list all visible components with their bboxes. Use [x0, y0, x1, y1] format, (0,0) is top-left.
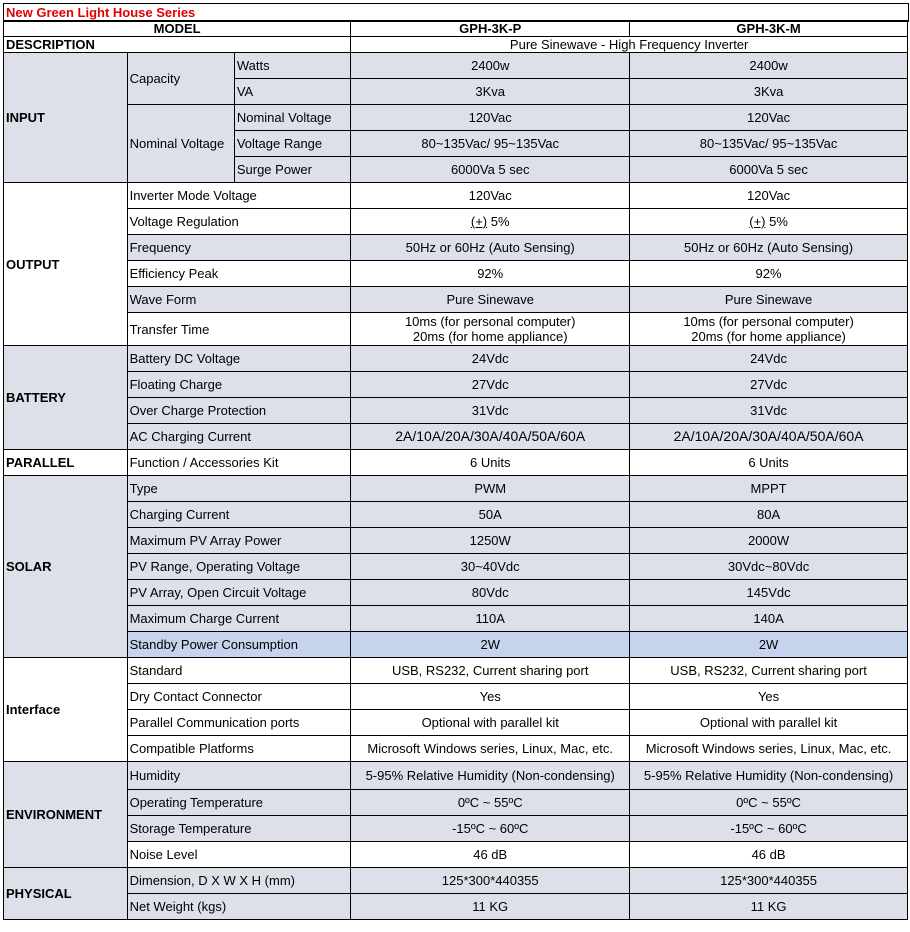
value-p: USB, RS232, Current sharing port [351, 658, 630, 684]
value-m: 125*300*440355 [630, 868, 908, 894]
table-row [4, 287, 908, 313]
value-p: Optional with parallel kit [351, 710, 630, 736]
row-label: Net Weight (kgs) [127, 894, 351, 920]
description-value: Pure Sinewave - High Frequency Inverter [351, 37, 908, 53]
row-label: Frequency [127, 235, 351, 261]
group-solar: SOLAR [4, 476, 128, 658]
value-m: 140A [630, 606, 908, 632]
value-p: 50Hz or 60Hz (Auto Sensing) [351, 235, 630, 261]
table-row [4, 476, 908, 502]
table-row [4, 372, 908, 398]
transfer-line-1: 10ms (for personal computer) [683, 314, 854, 329]
group-physical: PHYSICAL [4, 868, 128, 920]
value-m: 46 dB [630, 842, 908, 868]
table-row [4, 554, 908, 580]
table-row [4, 502, 908, 528]
row-label: Battery DC Voltage [127, 346, 351, 372]
row-label: Dimension, D X W X H (mm) [127, 868, 351, 894]
series-title: New Green Light House Series [6, 5, 196, 20]
spec-table [3, 20, 908, 920]
row-label: Floating Charge [127, 372, 351, 398]
value-p: Microsoft Windows series, Linux, Mac, etc. [351, 736, 630, 762]
row-label: Operating Temperature [127, 790, 351, 816]
row-label: PV Array, Open Circuit Voltage [127, 580, 351, 606]
row-label: Function / Accessories Kit [127, 450, 351, 476]
table-row [4, 424, 908, 450]
value-m: Optional with parallel kit [630, 710, 908, 736]
row-label: Standard [127, 658, 351, 684]
value-p: 3Kva [351, 79, 630, 105]
model-p: GPH-3K-P [351, 21, 630, 37]
model-m: GPH-3K-M [630, 21, 908, 37]
table-row [4, 235, 908, 261]
table-row [4, 684, 908, 710]
transfer-line-2: 20ms (for home appliance) [691, 329, 846, 344]
value-p: 6000Va 5 sec [351, 157, 630, 183]
value-p: 6 Units [351, 450, 630, 476]
value-p: 120Vac [351, 183, 630, 209]
row-label: Storage Temperature [127, 816, 351, 842]
value-p: -15ºC ~ 60ºC [351, 816, 630, 842]
value-p: Pure Sinewave [351, 287, 630, 313]
table-row [4, 762, 908, 790]
value-m: 80~135Vac/ 95~135Vac [630, 131, 908, 157]
value-m: 3Kva [630, 79, 908, 105]
value-m: Yes [630, 684, 908, 710]
row-label: Wave Form [127, 287, 351, 313]
table-row [4, 209, 908, 235]
value-p: 31Vdc [351, 398, 630, 424]
value-p: 46 dB [351, 842, 630, 868]
plus-minus-symbol: (+) [470, 214, 488, 229]
row-label: Voltage Range [234, 131, 350, 157]
value-p: 2W [351, 632, 630, 658]
value-p: 1250W [351, 528, 630, 554]
value-m: 2W [630, 632, 908, 658]
table-row [4, 346, 908, 372]
row-label: Efficiency Peak [127, 261, 351, 287]
value-m: 27Vdc [630, 372, 908, 398]
capacity-label: Capacity [127, 53, 234, 105]
value-m: 0ºC ~ 55ºC [630, 790, 908, 816]
value-m: 80A [630, 502, 908, 528]
row-label: Inverter Mode Voltage [127, 183, 351, 209]
value-m: 120Vac [630, 183, 908, 209]
row-label: Humidity [127, 762, 351, 790]
group-parallel: PARALLEL [4, 450, 128, 476]
value-p: 0ºC ~ 55ºC [351, 790, 630, 816]
row-label: Surge Power [234, 157, 350, 183]
group-environment: ENVIRONMENT [4, 762, 128, 868]
row-label: Compatible Platforms [127, 736, 351, 762]
plus-minus-symbol: (+) [749, 214, 766, 229]
value-m: -15ºC ~ 60ºC [630, 816, 908, 842]
table-row [4, 528, 908, 554]
value-p [351, 209, 630, 235]
table-row [4, 842, 908, 868]
row-label: AC Charging Current [127, 424, 351, 450]
table-row [4, 313, 908, 346]
table-row [4, 894, 908, 920]
row-label: Maximum PV Array Power [127, 528, 351, 554]
row-label: VA [234, 79, 350, 105]
row-label: Over Charge Protection [127, 398, 351, 424]
value-p: 11 KG [351, 894, 630, 920]
value-m: 92% [630, 261, 908, 287]
transfer-line-1: 10ms (for personal computer) [404, 314, 576, 329]
value-p: 80~135Vac/ 95~135Vac [351, 131, 630, 157]
regulation-value: 5% [765, 214, 788, 229]
header-row [4, 21, 908, 37]
row-label: Dry Contact Connector [127, 684, 351, 710]
value-m: 24Vdc [630, 346, 908, 372]
table-row [4, 632, 908, 658]
value-p: 80Vdc [351, 580, 630, 606]
group-input: INPUT [4, 53, 128, 183]
table-row [4, 580, 908, 606]
row-label: PV Range, Operating Voltage [127, 554, 351, 580]
value-m: Microsoft Windows series, Linux, Mac, etc. [630, 736, 908, 762]
table-row [4, 183, 908, 209]
description-row [4, 37, 908, 53]
value-p [351, 313, 630, 346]
value-p: 24Vdc [351, 346, 630, 372]
value-m: 6000Va 5 sec [630, 157, 908, 183]
table-row [4, 736, 908, 762]
table-row [4, 658, 908, 684]
table-row [4, 261, 908, 287]
value-p: Yes [351, 684, 630, 710]
row-label: Transfer Time [127, 313, 351, 346]
row-label: Watts [234, 53, 350, 79]
row-label: Parallel Communication ports [127, 710, 351, 736]
value-m: USB, RS232, Current sharing port [630, 658, 908, 684]
value-m: 2000W [630, 528, 908, 554]
table-row [4, 398, 908, 424]
value-p: 5-95% Relative Humidity (Non-condensing) [351, 762, 630, 790]
group-battery: BATTERY [4, 346, 128, 450]
value-m [630, 313, 908, 346]
value-m: Pure Sinewave [630, 287, 908, 313]
row-label: Voltage Regulation [127, 209, 351, 235]
value-m: 6 Units [630, 450, 908, 476]
value-p: 2400w [351, 53, 630, 79]
value-m: 120Vac [630, 105, 908, 131]
row-label: Maximum Charge Current [127, 606, 351, 632]
group-output: OUTPUT [4, 183, 128, 346]
value-p: 30~40Vdc [351, 554, 630, 580]
value-m: 5-95% Relative Humidity (Non-condensing) [630, 762, 908, 790]
table-row [4, 53, 908, 79]
value-p: 125*300*440355 [351, 868, 630, 894]
value-m: 50Hz or 60Hz (Auto Sensing) [630, 235, 908, 261]
value-m: 2400w [630, 53, 908, 79]
row-label: Noise Level [127, 842, 351, 868]
value-m: 145Vdc [630, 580, 908, 606]
value-p: 27Vdc [351, 372, 630, 398]
table-row [4, 105, 908, 131]
row-label: Nominal Voltage [234, 105, 350, 131]
description-label: DESCRIPTION [4, 37, 351, 53]
value-p: 50A [351, 502, 630, 528]
row-label: Type [127, 476, 351, 502]
value-m: MPPT [630, 476, 908, 502]
table-row [4, 450, 908, 476]
group-interface: Interface [4, 658, 128, 762]
row-label: Standby Power Consumption [127, 632, 351, 658]
value-p: 92% [351, 261, 630, 287]
table-row [4, 816, 908, 842]
table-row [4, 710, 908, 736]
value-m: 11 KG [630, 894, 908, 920]
table-row [4, 606, 908, 632]
regulation-value: 5% [487, 214, 510, 229]
value-m: 31Vdc [630, 398, 908, 424]
value-p: 120Vac [351, 105, 630, 131]
model-label: MODEL [4, 21, 351, 37]
transfer-line-2: 20ms (for home appliance) [412, 329, 568, 344]
value-m [630, 209, 908, 235]
value-p: 2A/10A/20A/30A/40A/50A/60A [351, 424, 630, 450]
row-label: Charging Current [127, 502, 351, 528]
table-row [4, 868, 908, 894]
value-m: 2A/10A/20A/30A/40A/50A/60A [630, 424, 908, 450]
table-row [4, 790, 908, 816]
value-m: 30Vdc~80Vdc [630, 554, 908, 580]
value-p: PWM [351, 476, 630, 502]
value-p: 110A [351, 606, 630, 632]
nominal-voltage-label: Nominal Voltage [127, 105, 234, 183]
